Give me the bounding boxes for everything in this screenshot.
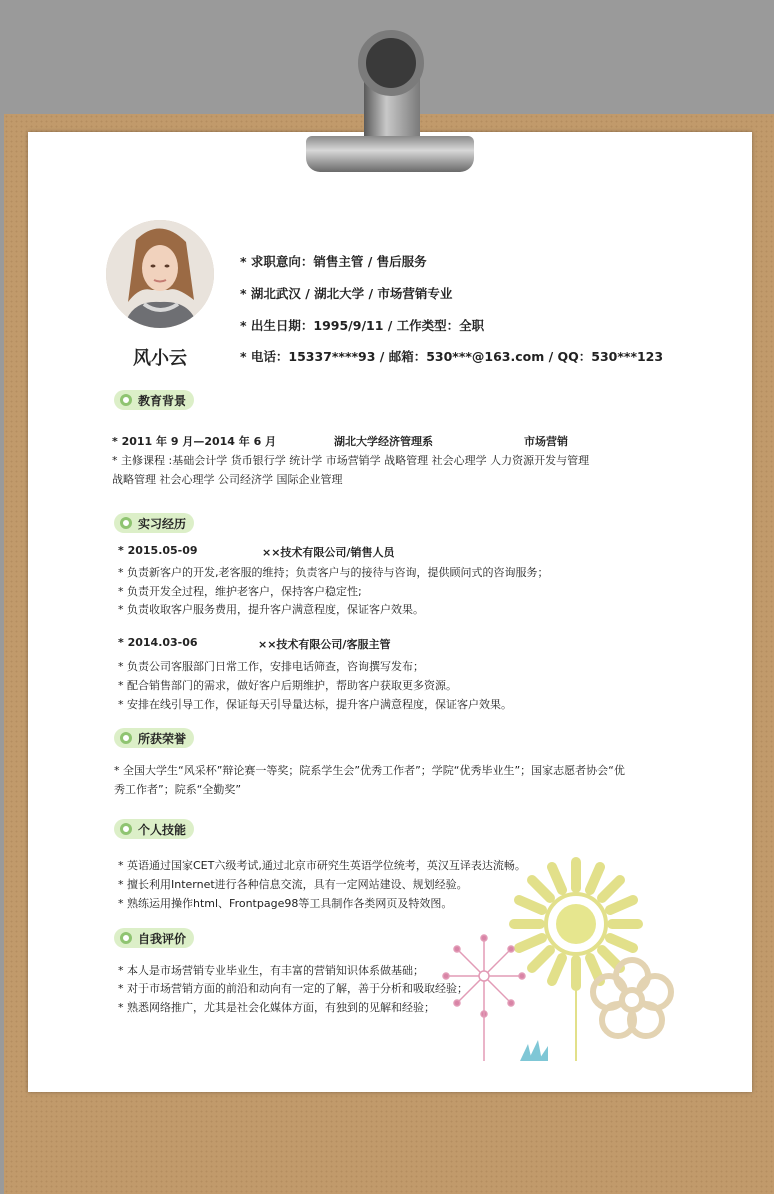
bullet-circle-icon <box>120 517 132 529</box>
honors-line1: * 全国大学生“风采杯”辩论赛一等奖；院系学生会”优秀工作者”；学院“优秀毕业生”；国家志愿者协会“优 <box>114 764 625 777</box>
honors-line2: 秀工作者”；院系“全勤奖” <box>114 783 242 796</box>
candidate-name: 风小云 <box>133 348 187 369</box>
section-self-eval-heading: 自我评价 <box>114 928 194 948</box>
education-courses-line2: 战略管理 社会心理学 公司经济学 国际企业管理 <box>112 473 343 486</box>
job1-date: * 2015.05-09 <box>118 544 198 557</box>
location-school: * 湖北武汉 / 湖北大学 / 市场营销专业 <box>240 286 453 301</box>
skill-item: * 英语通过国家CET六级考试,通过北京市研究生英语学位统考，英汉互译表达流畅。 <box>118 859 526 872</box>
skill-item: * 熟练运用操作html、Frontpage98等工具制作各类网页及特效图。 <box>118 897 453 910</box>
job-intention: * 求职意向：销售主管 / 售后服务 <box>240 254 427 269</box>
job2-item: * 安排在线引导工作，保证每天引导量达标，提升客户满意程度，保证客户效果。 <box>118 698 512 711</box>
section-education-heading: 教育背景 <box>114 390 194 410</box>
bullet-circle-icon <box>120 394 132 406</box>
skill-item: * 擅长利用Internet进行各种信息交流，具有一定网站建设、规划经验。 <box>118 878 468 891</box>
education-major: 市场营销 <box>524 435 568 448</box>
profile-photo <box>106 220 214 328</box>
job2-date: * 2014.03-06 <box>118 636 198 649</box>
section-honors-heading: 所获荣誉 <box>114 728 194 748</box>
job2-item: * 负责公司客服部门日常工作，安排电话筛查，咨询撰写发布； <box>118 660 424 673</box>
bullet-circle-icon <box>120 732 132 744</box>
job2-item: * 配合销售部门的需求，做好客户后期维护，帮助客户获取更多资源。 <box>118 679 457 692</box>
job1-item: * 负责新客户的开发,老客服的维持；负责客户与的接待与咨询，提供顾问式的咨询服务； <box>118 566 549 579</box>
self-eval-item: * 本人是市场营销专业毕业生，有丰富的营销知识体系做基础； <box>118 964 424 977</box>
job1-item: * 负责收取客户服务费用，提升客户满意程度，保证客户效果。 <box>118 603 424 616</box>
self-eval-item: * 对于市场营销方面的前沿和动向有一定的了解，善于分析和吸取经验； <box>118 982 468 995</box>
education-period: * 2011 年 9 月—2014 年 6 月 <box>112 435 277 448</box>
job1-item: * 负责开发全过程，维护老客户，保持客户稳定性; <box>118 585 362 598</box>
bullet-circle-icon <box>120 823 132 835</box>
section-skills-heading: 个人技能 <box>114 819 194 839</box>
education-courses-line1: * 主修课程 :基础会计学 货币银行学 统计学 市场营销学 战略管理 社会心理学 人力资源开发与管理 <box>112 454 590 467</box>
binder-clip-base <box>306 136 474 172</box>
contact-info: * 电话：15337****93 / 邮箱：530***@163.com / QQ：530***123 <box>240 349 664 364</box>
bullet-circle-icon <box>120 932 132 944</box>
self-eval-item: * 熟悉网络推广，尤其是社会化媒体方面，有独到的见解和经验； <box>118 1001 435 1014</box>
job2-title: ××技术有限公司/客服主管 <box>258 638 391 651</box>
education-school: 湖北大学经济管理系 <box>334 435 433 448</box>
section-internship-heading: 实习经历 <box>114 513 194 533</box>
job1-title: ××技术有限公司/销售人员 <box>262 546 395 559</box>
birth-worktype: * 出生日期：1995/9/11 / 工作类型：全职 <box>240 318 485 333</box>
binder-clip-ring <box>358 30 424 96</box>
